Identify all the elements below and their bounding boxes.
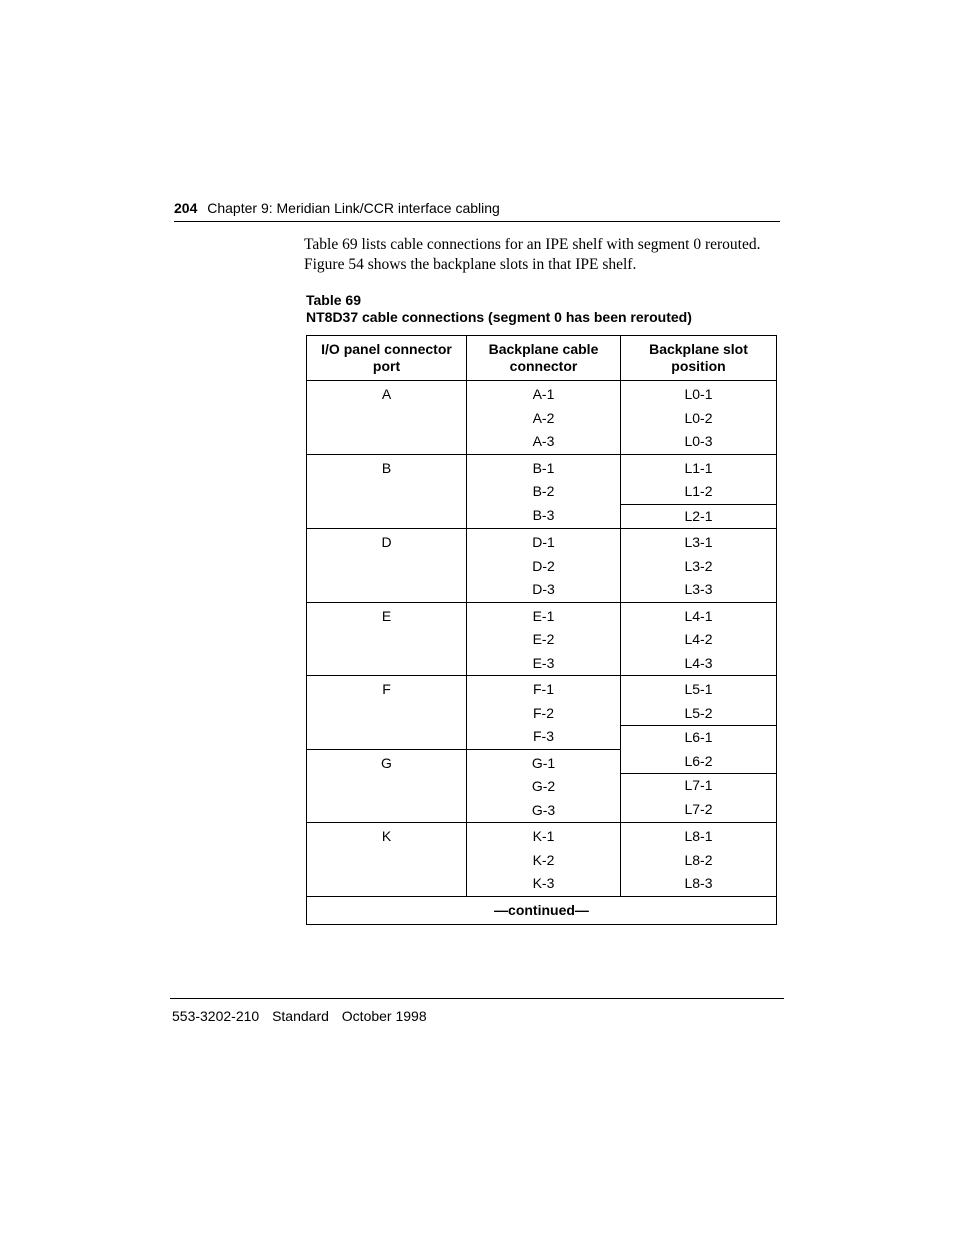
table-row [307, 454, 777, 504]
cable-value: K-2 [532, 851, 555, 868]
table-label: Table 69 [306, 292, 361, 308]
slot-value: L7-2 [684, 800, 713, 817]
column-header-port-line2: port [372, 358, 401, 374]
cable-value: K-1 [532, 828, 555, 844]
cable-value: A-2 [532, 409, 555, 426]
slot-value: L8-3 [684, 875, 713, 891]
footer-rule [170, 998, 784, 999]
port-cell [307, 823, 467, 897]
slot-cell [621, 381, 777, 455]
slot-cell [621, 823, 777, 897]
running-footer [172, 1008, 782, 1025]
port-value: K [381, 828, 392, 844]
cable-value: E-1 [532, 607, 555, 624]
cable-value: F-2 [533, 704, 554, 721]
port-value: B [381, 459, 392, 476]
column-header-slot [621, 336, 777, 381]
cable-value: F-3 [533, 728, 554, 744]
cable-value: E-3 [532, 654, 555, 671]
table-row [307, 529, 777, 603]
slot-cell [621, 676, 777, 726]
column-header-cable-line2: connector [509, 358, 578, 374]
cable-value: F-1 [533, 681, 554, 697]
slot-cell [621, 602, 777, 676]
slot-value: L1-1 [684, 459, 713, 476]
port-cell [307, 602, 467, 676]
port-cell [307, 676, 467, 750]
table-row [307, 381, 777, 455]
intro-line-1: Table 69 lists cable connections for an IPE shelf with segment 0 rerouted. [304, 236, 761, 253]
cable-value: A-3 [532, 433, 555, 449]
port-cell [307, 454, 467, 529]
document-date: October 1998 [341, 1008, 427, 1024]
table-row [307, 823, 777, 897]
cable-value: D-2 [532, 557, 555, 574]
slot-value: L3-3 [684, 581, 713, 597]
header-rule [174, 221, 780, 222]
cable-value: K-3 [532, 875, 555, 891]
slot-value: L8-1 [684, 828, 713, 844]
slot-value: L1-2 [684, 483, 713, 499]
port-value: G [381, 754, 392, 771]
slot-value: L8-2 [684, 851, 713, 868]
slot-value: L0-2 [684, 409, 713, 426]
column-header-cable-line1: Backplane cable [488, 341, 599, 357]
slot-value: L4-1 [684, 607, 713, 624]
port-value: F [382, 681, 391, 697]
cable-cell [467, 381, 621, 455]
slot-value: L4-2 [684, 631, 713, 647]
cable-cell [467, 454, 621, 529]
slot-cell [621, 504, 777, 529]
port-cell [307, 749, 467, 823]
cable-connections-table [306, 335, 777, 925]
slot-value: L4-3 [684, 654, 713, 671]
cable-value: B-1 [532, 459, 555, 476]
port-value: D [381, 534, 392, 550]
page-number: 204 [174, 200, 198, 216]
table-continued-row [307, 896, 777, 924]
column-header-port [307, 336, 467, 381]
slot-value: L5-1 [684, 681, 713, 697]
document-number: 553-3202-210 [172, 1008, 260, 1024]
cable-value: E-2 [532, 631, 555, 647]
slot-cell [621, 454, 777, 504]
cable-value: G-2 [531, 778, 556, 794]
slot-cell [621, 726, 777, 774]
slot-value: L7-1 [684, 777, 713, 794]
table-header-row [307, 336, 777, 381]
port-value: E [381, 607, 392, 624]
intro-paragraph [304, 235, 784, 275]
table-row [307, 676, 777, 726]
cable-cell [467, 823, 621, 897]
document-status: Standard [272, 1008, 329, 1024]
cable-value: B-2 [532, 483, 555, 499]
slot-value: L3-1 [684, 534, 713, 550]
slot-value: L2-1 [684, 507, 713, 524]
cable-value: D-1 [532, 534, 555, 550]
column-header-port-line1: I/O panel connector [321, 341, 452, 357]
slot-value: L5-2 [684, 704, 713, 721]
cable-value: D-3 [532, 581, 555, 597]
cable-cell [467, 602, 621, 676]
port-value: A [381, 386, 392, 402]
slot-cell [621, 774, 777, 823]
slot-value: L0-1 [684, 386, 713, 402]
table-title: NT8D37 cable connections (segment 0 has been rerouted) [306, 309, 692, 325]
cable-cell [467, 676, 621, 750]
continued-label: —continued— [307, 896, 777, 924]
cable-value: B-3 [532, 506, 555, 523]
slot-value: L6-1 [684, 729, 713, 745]
cable-value: G-3 [531, 801, 556, 818]
running-header [174, 200, 780, 217]
slot-value: L0-3 [684, 433, 713, 449]
port-cell [307, 381, 467, 455]
cable-value: A-1 [532, 386, 555, 402]
cable-cell [467, 529, 621, 603]
column-header-slot-line2: position [671, 358, 726, 374]
table-caption [306, 292, 786, 326]
table-row [307, 602, 777, 676]
chapter-title: Chapter 9: Meridian Link/CCR interface cabling [207, 200, 500, 216]
cable-cell [467, 749, 621, 823]
column-header-cable [467, 336, 621, 381]
slot-cell [621, 529, 777, 603]
slot-value: L6-2 [684, 752, 713, 769]
slot-value: L3-2 [684, 557, 713, 574]
column-header-slot-line1: Backplane slot [649, 341, 748, 357]
intro-line-2: Figure 54 shows the backplane slots in that IPE shelf. [304, 256, 637, 273]
port-cell [307, 529, 467, 603]
cable-value: G-1 [531, 754, 556, 771]
